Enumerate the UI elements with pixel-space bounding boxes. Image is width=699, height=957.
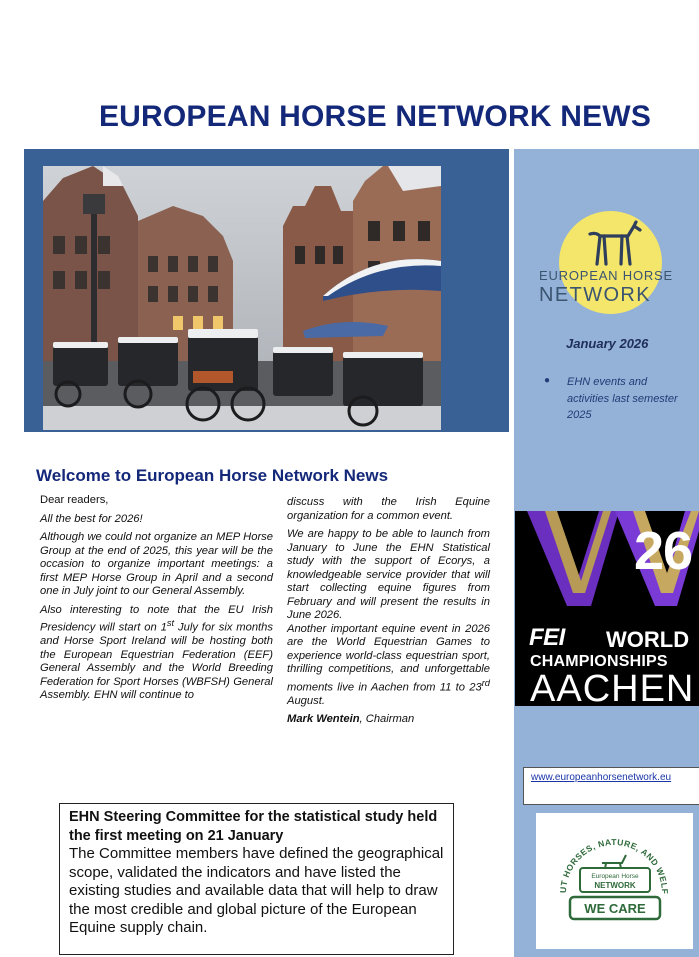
- fei-line-1: WORLD: [606, 627, 690, 652]
- greeting: Dear readers,: [40, 494, 109, 506]
- welcome-column-left: [40, 494, 273, 708]
- badge-inner-top: European Horse: [591, 873, 639, 880]
- committee-title: EHN Steering Committee for the statistical study held the first meeting on 21 January: [69, 809, 438, 844]
- fei-line-2: CHAMPIONSHIPS: [530, 653, 668, 670]
- logo-text-top: EUROPEAN HORSE: [539, 268, 674, 283]
- signature: [287, 713, 490, 727]
- committee-body: The Committee members have defined the geographical scope, validated the indicators and have listed the existing studies and available data that will help to draw the most credible and global picture of the European Equine supply chain.: [69, 845, 444, 936]
- paragraph-discuss: discuss with the Irish Equine organization for a common event.: [287, 496, 490, 522]
- wishes: All the best for 2026!: [40, 512, 143, 525]
- paragraph-presidency: Also interesting to note that the EU Irish Presidency will start on 1st July for six months and Horse Sport Ireland will be hosting both the European Equestrian Federation (EEF) General Assembly and the World Breeding Federation for Sport Horses (WBFSH) General Assembly. EHN will continue to: [40, 603, 273, 702]
- paragraph-study: We are happy to be able to launch from January to June the EHN Statistical study with the support of Ecorys, a knowledgeable service provider that will start collecting equine figures from February and will present the results in June 2026.: [287, 528, 490, 621]
- page-title: EUROPEAN HORSE NETWORK NEWS: [98, 100, 652, 133]
- horse-icon: [588, 220, 642, 270]
- badge-arc-text: UT HORSES, NATURE, AND WELF: [557, 836, 671, 895]
- fei-year: 26: [634, 521, 693, 581]
- hero-photo-snowy-square: [43, 166, 441, 430]
- badge-inner-bottom: NETWORK: [594, 881, 636, 890]
- logo-text-bottom: NETWORK: [539, 284, 652, 306]
- fei-line-3: AACHEN: [530, 668, 695, 710]
- bullet-icon: ●: [544, 375, 551, 386]
- signature-name: Mark Wentein: [287, 713, 360, 726]
- paragraph-games: Another important equine event in 2026 are the World Equestrian Games to experience world-class equestrian sport, thrilling competitions, and unforgettable moments live in Aachen from 11 to 23rd August.: [287, 622, 490, 707]
- sidebar-bullet: EHN events and activities last semester 2025: [567, 376, 678, 421]
- paragraph-mep: Although we could not organize an MEP Horse Group at the end of 2025, this year will be the occasion to organize important meetings: a first MEP Horse Group in April and a second one in July joint to our General Assembly.: [40, 531, 273, 597]
- issue-date: January 2026: [566, 336, 649, 351]
- signature-role: , Chairman: [359, 713, 415, 726]
- badge-bottom: WE CARE: [584, 901, 646, 916]
- we-care-badge: [536, 813, 693, 949]
- welcome-column-right: [287, 496, 490, 732]
- welcome-heading: Welcome to European Horse Network News: [36, 466, 389, 485]
- website-link[interactable]: www.europeanhorsenetwork.eu: [531, 772, 672, 783]
- fei-brand: FEI: [529, 624, 565, 651]
